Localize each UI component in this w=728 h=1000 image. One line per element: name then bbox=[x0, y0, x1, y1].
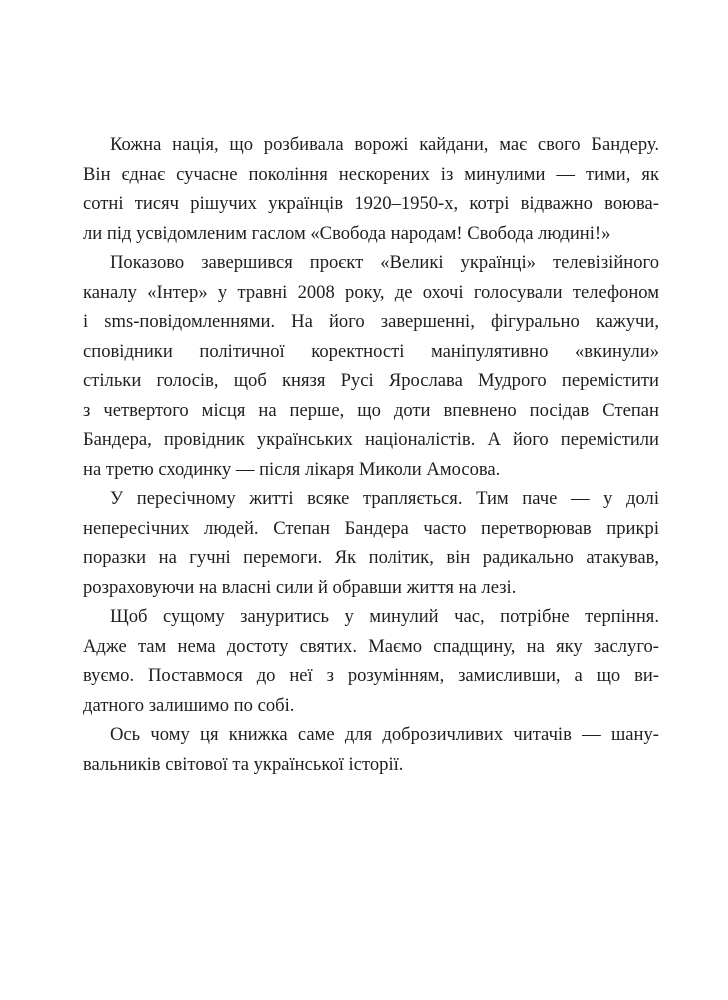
paragraph-5 bbox=[83, 720, 659, 779]
text-line: У пересічному житті всяке трапляється. Тим паче — у долі bbox=[110, 488, 659, 509]
text-line: вальників світової та української історії. bbox=[83, 753, 404, 775]
text-line: і sms-повідомленнями. На його завершенні, фігурально кажучи, bbox=[83, 311, 659, 332]
text-line: вуємо. Поставмося до неї з розумінням, замисливши, а що ви- bbox=[83, 665, 659, 686]
paragraph-3 bbox=[83, 484, 659, 602]
paragraph-2 bbox=[83, 248, 659, 484]
text-line: на третю сходинку — після лікаря Миколи Амосова. bbox=[83, 458, 501, 480]
body-text bbox=[83, 130, 659, 779]
text-line: Ось чому ця книжка саме для доброзичливих читачів — шану- bbox=[110, 724, 659, 745]
text-line: сповідники політичної коректності маніпулятивно «вкинули» bbox=[83, 340, 659, 362]
text-line: Показово завершився проєкт «Великі українці» телевізійного bbox=[110, 252, 659, 273]
text-line: розраховуючи на власні сили й обравши життя на лезі. bbox=[83, 576, 517, 598]
text-line: каналу «Інтер» у травні 2008 року, де охочі голосували телефоном bbox=[83, 281, 659, 303]
text-line: поразки на гучні перемоги. Як політик, він радикально атакував, bbox=[83, 547, 659, 568]
text-line: Щоб сущому зануритись у минулий час, потрібне терпіння. bbox=[110, 606, 659, 627]
text-line: стільки голосів, щоб князя Русі Ярослава Мудрого перемістити bbox=[83, 370, 659, 391]
text-line: Кожна нація, що розбивала ворожі кайдани, має свого Бандеру. bbox=[110, 134, 659, 155]
text-line: з четвертого місця на перше, що доти впевнено посідав Степан bbox=[83, 399, 659, 421]
text-line: Бандера, провідник українських націоналістів. А його перемістили bbox=[83, 429, 659, 450]
paragraph-4 bbox=[83, 602, 659, 720]
text-line: сотні тисяч рішучих українців 1920–1950-х, котрі відважно воюва- bbox=[83, 193, 659, 214]
text-line: Він єднає сучасне покоління нескорених із минулими — тими, як bbox=[83, 163, 659, 185]
text-line: датного залишимо по собі. bbox=[83, 694, 295, 716]
text-line: ли під усвідомленим гаслом «Свобода народам! Свобода людині!» bbox=[83, 222, 611, 244]
text-line: Адже там нема достоту святих. Маємо спадщину, на яку заслуго- bbox=[83, 635, 659, 657]
paragraph-1 bbox=[83, 130, 659, 248]
text-line: непересічних людей. Степан Бандера часто перетворював прикрі bbox=[83, 517, 659, 539]
